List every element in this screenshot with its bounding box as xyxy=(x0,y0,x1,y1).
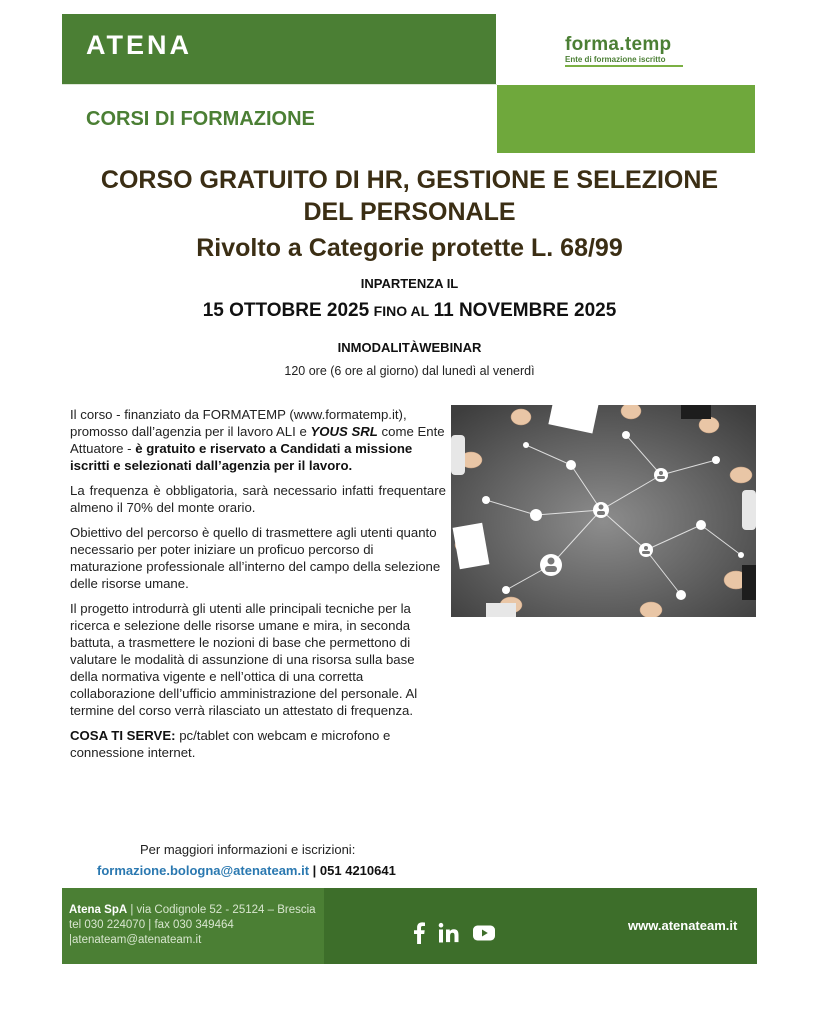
formatemp-logo-subtitle: Ente di formazione iscritto xyxy=(565,55,666,64)
formatemp-logo xyxy=(565,34,683,67)
requirements xyxy=(70,727,446,761)
course-mode: INMODALITÀWEBINAR xyxy=(337,340,482,355)
network-hands-photo xyxy=(451,405,756,617)
requirements-label: COSA TI SERVE: xyxy=(70,728,176,743)
p1-text-a: Il corso - finanziato da FORMATEMP (www.formatemp.it), promosso dall’agenzia per il lavoro ALI e xyxy=(70,407,407,439)
p1-company: YOUS SRL xyxy=(310,424,378,439)
contact-separator: | xyxy=(309,863,320,878)
course-hours: 120 ore (6 ore al giorno) dal lunedì al venerdì xyxy=(284,364,535,378)
p1-text-b: come Ente Attuatore - xyxy=(70,424,445,456)
atena-logo: ATENA xyxy=(86,30,192,60)
linkedin-icon[interactable] xyxy=(438,922,460,949)
header-divider xyxy=(62,84,497,85)
course-title-line2: DEL PERSONALE xyxy=(303,198,516,226)
start-label: INPARTENZA IL xyxy=(360,276,459,291)
info-label: Per maggiori informazioni e iscrizioni: xyxy=(140,842,356,857)
p1-highlight: è gratuito e riservato a Candidati a missione iscritti e selezionati dall’agenzia per il lavoro. xyxy=(70,441,413,473)
start-date: 15 OTTOBRE 2025 xyxy=(202,300,370,321)
requirements-text: pc/tablet con webcam e microfono e connessione internet. xyxy=(70,728,391,760)
description-paragraph-3: Obiettivo del percorso è quello di trasmettere agli utenti quanto necessario per poter iniziare un proficuo percorso di maturazione professionale all’interno del campo della selezione delle risorse umane. xyxy=(70,525,441,591)
contact-email-link[interactable]: formazione.bologna@atenateam.it xyxy=(97,863,310,878)
description-paragraph-1 xyxy=(70,406,446,474)
formatemp-logo-text: forma.temp xyxy=(565,34,672,55)
footer-company-name: Atena SpA xyxy=(69,904,128,916)
course-description xyxy=(70,406,446,769)
description-paragraph-2: La frequenza è obbligatoria, sarà necessario infatti frequentare almeno il 70% del monte orario. xyxy=(70,483,446,515)
contact-line xyxy=(97,863,396,878)
footer-company-info xyxy=(69,903,324,948)
contact-phone: 051 4210641 xyxy=(319,863,396,878)
description-paragraph-4: Il progetto introdurrà gli utenti alle principali tecniche per la ricerca e selezione delle risorse umane e mira, in seconda battuta, a trasmettere le nozioni di base che permettono di valutare le modalità di assunzione di una risorsa sulla base della normativa vigente e nell’ottica di una corretta collaborazione dell’ufficio amministrazione del personale. Al termine del corso verrà rilasciato un attestato di frequenza. xyxy=(70,601,418,718)
course-title xyxy=(62,164,757,228)
section-title: CORSI DI FORMAZIONE xyxy=(86,108,315,130)
header-accent-block xyxy=(497,85,755,153)
course-dates xyxy=(62,300,757,322)
until-label: FINO AL xyxy=(373,303,430,319)
facebook-icon[interactable] xyxy=(412,922,426,949)
formatemp-logo-underline xyxy=(565,65,683,67)
end-date: 11 NOVEMBRE 2025 xyxy=(433,300,617,321)
youtube-icon[interactable] xyxy=(472,922,496,949)
course-subtitle: Rivolto a Categorie protette L. 68/99 xyxy=(196,234,623,262)
social-links xyxy=(412,922,496,949)
website-link[interactable]: www.atenateam.it xyxy=(628,918,738,933)
course-title-line1: CORSO GRATUITO DI HR, GESTIONE E SELEZIONE xyxy=(100,166,719,194)
footer-address: | via Codignole 52 - 25124 – Brescia tel 030 224070 | fax 030 349464 |atenateam@atenateam.it xyxy=(69,904,316,946)
